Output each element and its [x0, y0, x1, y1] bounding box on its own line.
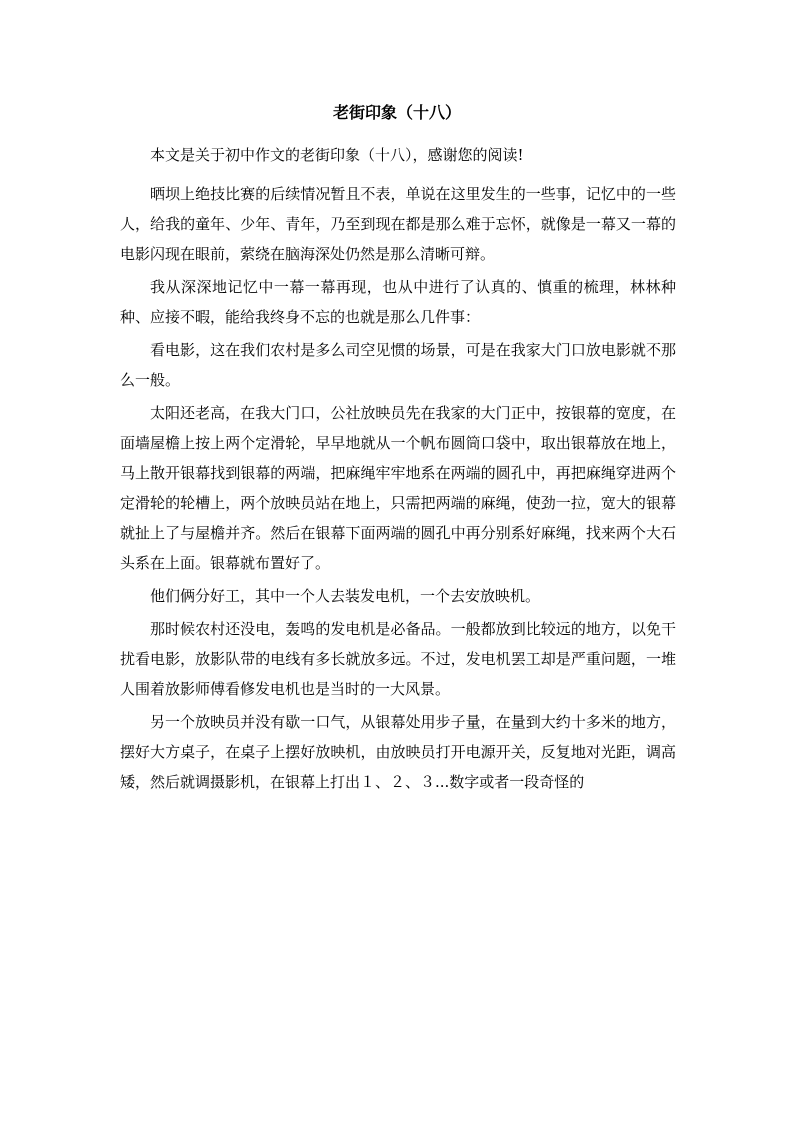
document-body: [120, 140, 676, 800]
body-paragraph: 看电影，这在我们农村是多么司空见惯的场景，可是在我家大门口放电影就不那么一般。: [120, 341, 676, 389]
intro-paragraph: 本文是关于初中作文的老街印象（十八），感谢您的阅读!: [150, 146, 524, 164]
body-paragraph: 那时候农村还没电，轰鸣的发电机是必备品。一般都放到比较远的地方，以免干扰看电影，放影队带的电线有多长就放多远。不过，发电机罢工却是严重问题，一堆人围着放影师傅看修发电机也是当时的一大风景。: [120, 620, 676, 698]
body-paragraph: 太阳还老高，在我大门口，公社放映员先在我家的大门正中，按银幕的宽度，在面墙屋檐上按上两个定滑轮，早早地就从一个帆布圆筒口袋中，取出银幕放在地上，马上散开银幕找到银幕的两端，把麻绳牢牢地系在两端的圆孔中，再把麻绳穿进两个定滑轮的轮槽上，两个放映员站在地上，只需把两端的麻绳，使劲一拉，宽大的银幕就扯上了与屋檐并齐。然后在银幕下面两端的圆孔中再分别系好麻绳，找来两个大石头系在上面。银幕就布置好了。: [120, 404, 676, 572]
body-paragraph: 我从深深地记忆中一幕一幕再现，也从中进行了认真的、慎重的梳理，林林种种、应接不暇，能给我终身不忘的也就是那么几件事：: [120, 278, 676, 326]
body-paragraph: 晒坝上绝技比赛的后续情况暂且不表，单说在这里发生的一些事，记忆中的一些人，给我的童年、少年、青年，乃至到现在都是那么难于忘怀，就像是一幕又一幕的电影闪现在眼前，萦绕在脑海深处仍然是那么清晰可辩。: [120, 185, 676, 263]
document-title: 老街印象（十八）: [332, 103, 461, 122]
body-paragraph: 他们俩分好工，其中一个人去装发电机，一个去安放映机。: [150, 587, 541, 605]
body-paragraph: 另一个放映员并没有歇一口气，从银幕处用步子量，在量到大约十多米的地方，摆好大方桌子，在桌子上摆好放映机，由放映员打开电源开关，反复地对光距，调高矮，然后就调摄影机，在银幕上打出１、２、３...数字或者一段奇怪的: [120, 713, 676, 791]
